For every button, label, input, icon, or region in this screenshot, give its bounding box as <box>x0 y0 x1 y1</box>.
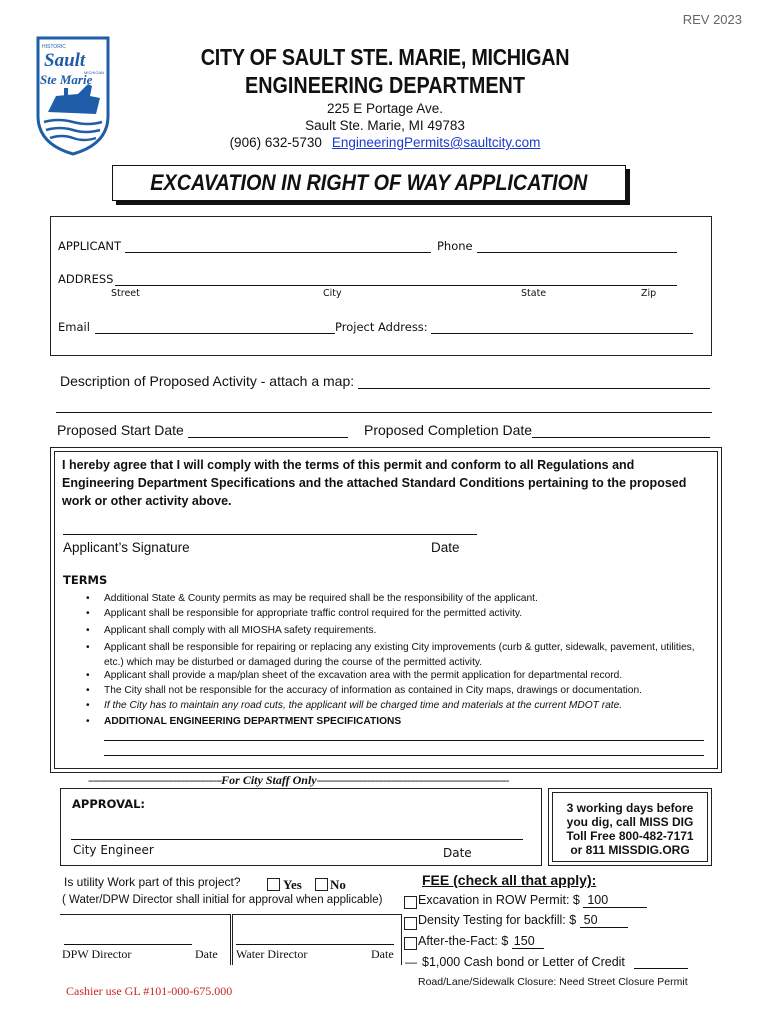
zip-label: Zip <box>641 288 657 299</box>
row-permit-fee: 100 <box>583 893 647 908</box>
row-permit-checkbox[interactable] <box>404 896 417 909</box>
svg-text:Ste Marie: Ste Marie <box>40 72 93 87</box>
project-address-label: Project Address: <box>335 320 428 334</box>
bullet: • <box>86 670 90 681</box>
density-testing-checkbox[interactable] <box>404 917 417 930</box>
revision-label: REV 2023 <box>682 12 742 27</box>
start-date-label: Proposed Start Date <box>57 422 184 438</box>
staff-only-label: For City Staff Only <box>221 773 317 787</box>
svg-text:MICHIGAN: MICHIGAN <box>84 70 104 75</box>
city-state-zip: Sault Ste. Marie, MI 49783 <box>305 118 465 133</box>
address-label: ADDRESS <box>58 272 114 286</box>
cash-bond-field[interactable] <box>634 968 688 969</box>
dpw-director-date-label: Date <box>195 947 218 961</box>
city-engineer-signature-field[interactable] <box>71 839 523 840</box>
address-field[interactable] <box>115 285 677 286</box>
yes-checkbox[interactable] <box>267 878 280 891</box>
bullet: • <box>86 593 90 604</box>
dpw-director-signature-field[interactable] <box>64 944 192 945</box>
phone-label: Phone <box>437 239 473 253</box>
street-label: Street <box>111 288 140 299</box>
cash-bond-label: $1,000 Cash bond or Letter of Credit <box>422 955 625 969</box>
density-testing-row <box>418 913 628 928</box>
form-title-box <box>112 165 626 201</box>
approval-label: APPROVAL: <box>72 797 146 811</box>
bullet: • <box>86 642 90 653</box>
signature-field[interactable] <box>63 534 477 535</box>
row-permit-row <box>418 893 647 908</box>
bond-dash: — <box>405 955 417 969</box>
after-the-fact-label: After-the-Fact: $ <box>418 934 509 948</box>
miss-dig-text: 3 working days before you dig, call MISS DIG Toll Free 800-482-7171 or 811 MISSDIG.ORG <box>566 801 694 857</box>
city-logo <box>34 34 112 156</box>
svg-text:HISTORIC: HISTORIC <box>42 44 66 50</box>
completion-date-label: Proposed Completion Date <box>364 422 533 438</box>
city-label: City <box>323 288 342 299</box>
term-4: Applicant shall be responsible for repairing or replacing any existing City improvements (curb & gutter, sidewalk, pavement, utilities, etc.) which may be disturbed or damaged during the course of the permitted activity. <box>104 642 695 668</box>
street-address: 225 E Portage Ave. <box>326 101 444 116</box>
department-name: ENGINEERING DEPARTMENT <box>245 72 525 98</box>
term-3: Applicant shall comply with all MIOSHA safety requirements. <box>104 625 377 636</box>
staff-only-divider: --------------------------------------------------For City Staff Only------------------------------------------------------------------------ <box>88 773 509 787</box>
phone-number: (906) 632-5730 <box>229 135 322 150</box>
description-field[interactable] <box>358 388 710 389</box>
utility-note: ( Water/DPW Director shall initial for approval when applicable) <box>62 894 383 906</box>
completion-date-field[interactable] <box>532 437 710 438</box>
approval-section <box>60 788 542 866</box>
no-checkbox[interactable] <box>315 878 328 891</box>
term-8: ADDITIONAL ENGINEERING DEPARTMENT SPECIFICATIONS <box>104 716 402 727</box>
density-testing-fee: 50 <box>580 913 628 928</box>
term-6: The City shall not be responsible for the accuracy of information as contained in City maps, drawings or documentation. <box>104 685 642 696</box>
agreement-text: I hereby agree that I will comply with the terms of this permit and conform to all Regulations and Engineering Department Specifications and the attached Standard Conditions pertaining to the proposed work or other activity above. <box>62 458 687 508</box>
dpw-director-label: DPW Director <box>62 947 132 961</box>
density-testing-label: Density Testing for backfill: $ <box>418 913 577 927</box>
miss-dig-notice <box>548 788 712 866</box>
description-field-line-2[interactable] <box>56 412 712 413</box>
signature-date-label: Date <box>431 540 460 555</box>
water-director-date-label: Date <box>371 947 394 961</box>
state-label: State <box>521 288 547 299</box>
yes-label: Yes <box>283 877 302 892</box>
after-the-fact-row <box>418 934 544 949</box>
city-engineer-label: City Engineer <box>73 843 154 857</box>
start-date-field[interactable] <box>188 437 348 438</box>
term-5: Applicant shall provide a map/plan sheet of the excavation area with the permit application for departmental record. <box>104 670 623 681</box>
applicant-field[interactable] <box>125 252 431 253</box>
bullet: • <box>86 685 90 696</box>
after-the-fact-fee: 150 <box>512 934 544 949</box>
email-field[interactable] <box>95 333 335 334</box>
term-7: If the City has to maintain any road cuts, the applicant will be charged time and materials at the current MDOT rate. <box>104 700 623 711</box>
project-address-field[interactable] <box>431 333 693 334</box>
cashier-gl-note: Cashier use GL #101-000-675.000 <box>66 984 233 998</box>
bullet: • <box>86 625 90 636</box>
water-director-signature-field[interactable] <box>236 944 394 945</box>
email-label: Email <box>58 320 90 334</box>
bullet: • <box>86 700 90 711</box>
contact-line <box>130 135 640 150</box>
city-name: CITY OF SAULT STE. MARIE, MICHIGAN <box>200 44 570 70</box>
terms-heading: TERMS <box>63 573 108 587</box>
water-director-label: Water Director <box>236 947 308 961</box>
form-title: EXCAVATION IN RIGHT OF WAY APPLICATION <box>150 170 588 195</box>
signature-label: Applicant’s Signature <box>63 540 190 555</box>
bullet: • <box>86 716 90 727</box>
specifications-field-line-2[interactable] <box>104 755 704 756</box>
no-label: No <box>330 877 346 892</box>
description-label: Description of Proposed Activity - attach a map: <box>60 373 355 389</box>
row-permit-label: Excavation in ROW Permit: $ <box>418 893 580 907</box>
phone-field[interactable] <box>477 252 677 253</box>
applicant-label: APPLICANT <box>58 239 122 253</box>
approval-date-label: Date <box>443 846 472 860</box>
street-closure-note: Road/Lane/Sidewalk Closure: Need Street Closure Permit <box>418 976 688 988</box>
utility-question: Is utility Work part of this project? <box>64 875 241 889</box>
term-2: Applicant shall be responsible for appropriate traffic control required for the permitted activity. <box>104 608 523 619</box>
bullet: • <box>86 608 90 619</box>
email-link[interactable]: EngineeringPermits@saultcity.com <box>331 135 541 150</box>
svg-text:Sault: Sault <box>44 50 86 71</box>
specifications-field[interactable] <box>104 740 704 741</box>
after-the-fact-checkbox[interactable] <box>404 937 417 950</box>
fee-heading: FEE (check all that apply): <box>422 872 597 888</box>
term-1: Additional State & County permits as may be required shall be the responsibility of the applicant. <box>104 593 538 604</box>
applicant-section <box>50 216 712 356</box>
